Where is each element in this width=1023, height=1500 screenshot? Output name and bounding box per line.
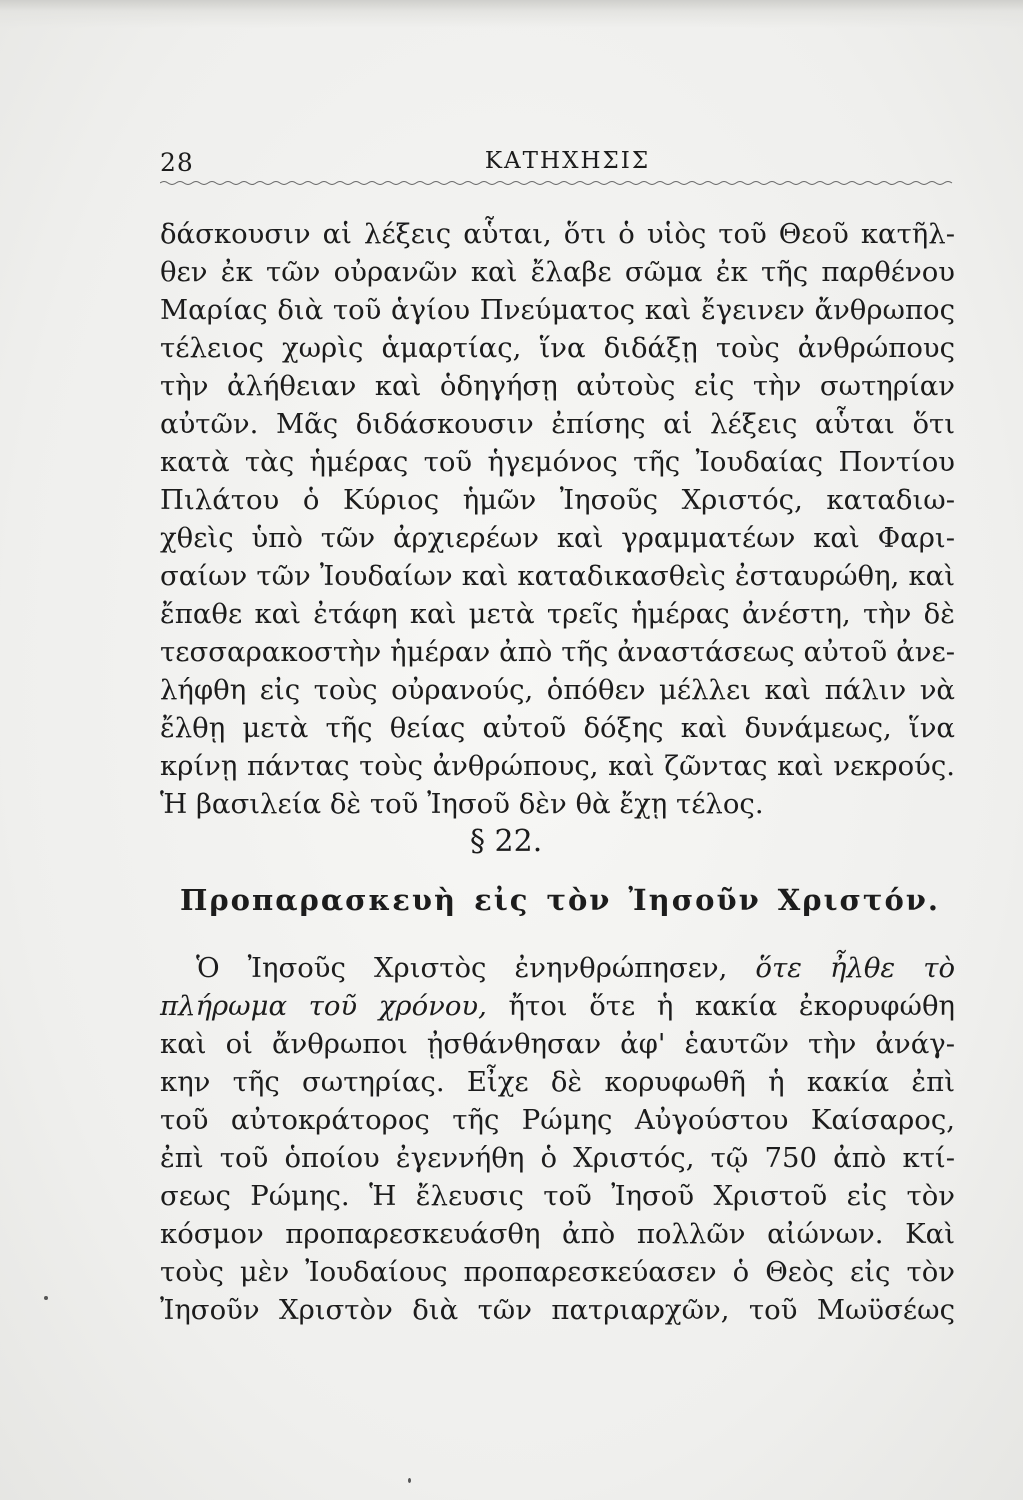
text-line: κατὰ τὰς ἡμέρας τοῦ ἡγεμόνος τῆς Ἰουδαίας Ποντίου (160, 446, 955, 478)
italic-text: πλήρωμα τοῦ χρόνου, (160, 990, 487, 1022)
text-line (196, 948, 955, 988)
text-line: τοὺς μὲν Ἰουδαίους προπαρεσκεύασεν ὁ Θεὸς εἰς τὸν (160, 1256, 955, 1288)
text-line: τὴν ἀλήθειαν καὶ ὁδηγήσῃ αὐτοὺς εἰς τὴν σωτηρίαν (160, 370, 955, 402)
text-line: Μαρίας διὰ τοῦ ἁγίου Πνεύματος καὶ ἔγεινεν ἄνθρωπος (160, 294, 955, 326)
scan-speck (44, 1296, 48, 1300)
text-line (160, 986, 955, 1026)
text-line: σαίων τῶν Ἰουδαίων καὶ καταδικασθεὶς ἐσταυρώθη, καὶ (160, 560, 955, 592)
text-line: χθεὶς ὑπὸ τῶν ἀρχιερέων καὶ γραμματέων καὶ Φαρι- (160, 522, 955, 554)
text-line: ἔπαθε καὶ ἐτάφη καὶ μετὰ τρεῖς ἡμέρας ἀνέστη, τὴν δὲ (160, 598, 955, 630)
text-line: κην τῆς σωτηρίας. Εἶχε δὲ κορυφωθῆ ἡ κακία ἐπὶ (160, 1066, 955, 1098)
page-number: 28 (160, 148, 194, 177)
text-line: καὶ οἱ ἄνθρωποι ᾐσθάνθησαν ἀφ' ἑαυτῶν τὴν ἀνάγ- (160, 1028, 955, 1060)
text-line: σεως Ρώμης. Ἡ ἔλευσις τοῦ Ἰησοῦ Χριστοῦ εἰς τὸν (160, 1180, 955, 1212)
scan-speck (408, 1478, 411, 1483)
header-rule (160, 180, 955, 186)
text-line: ἐπὶ τοῦ ὁποίου ἐγεννήθη ὁ Χριστός, τῷ 750 ἀπὸ κτί- (160, 1142, 955, 1174)
text-line: τέλειος χωρὶς ἁμαρτίας, ἵνα διδάξῃ τοὺς ἀνθρώπους (160, 332, 955, 364)
text-line: κόσμον προπαρεσκευάσθη ἀπὸ πολλῶν αἰώνων. Καὶ (160, 1218, 955, 1250)
text-line: αὐτῶν. Μᾶς διδάσκουσιν ἐπίσης αἱ λέξεις αὗται ὅτι (160, 408, 955, 440)
text-line: Πιλάτου ὁ Κύριος ἡμῶν Ἰησοῦς Χριστός, καταδιω- (160, 484, 955, 516)
text-line: κρίνῃ πάντας τοὺς ἀνθρώπους, καὶ ζῶντας καὶ νεκρούς. (160, 750, 955, 782)
italic-text: ὅτε ἦλθε τὸ (755, 952, 955, 984)
running-title: ΚΑΤΗΧΗΣΙΣ (484, 148, 651, 174)
text-line: Ἰησοῦν Χριστὸν διὰ τῶν πατριαρχῶν, τοῦ Μωϋσέως (160, 1294, 955, 1326)
text-line: λήφθη εἰς τοὺς οὐρανούς, ὁπόθεν μέλλει καὶ πάλιν νὰ (160, 674, 955, 706)
section-heading: Προπαρασκευὴ εἰς τὸν Ἰησοῦν Χριστόν. (180, 883, 940, 917)
text-line: τοῦ αὐτοκράτορος τῆς Ρώμης Αὐγούστου Καίσαρος, (160, 1104, 955, 1136)
section-number: § 22. (470, 824, 543, 859)
page-header (160, 148, 955, 182)
text-segment: ἤτοι ὅτε ἡ κακία ἐκορυφώθη (508, 990, 955, 1022)
text-segment: Ὁ Ἰησοῦς Χριστὸς ἐνηνθρώπησεν, (196, 952, 728, 984)
text-line: δάσκουσιν αἱ λέξεις αὗται, ὅτι ὁ υἱὸς τοῦ Θεοῦ κατῆλ- (160, 218, 955, 250)
text-line: Ἡ βασιλεία δὲ τοῦ Ἰησοῦ δὲν θὰ ἔχῃ τέλος. (160, 788, 764, 820)
text-line: τεσσαρακοστὴν ἡμέραν ἀπὸ τῆς ἀναστάσεως αὐτοῦ ἀνε- (160, 636, 955, 668)
text-line: θεν ἐκ τῶν οὐρανῶν καὶ ἔλαβε σῶμα ἐκ τῆς παρθένου (160, 256, 955, 288)
text-line: ἔλθῃ μετὰ τῆς θείας αὐτοῦ δόξης καὶ δυνάμεως, ἵνα (160, 712, 955, 744)
page-top-edge (0, 0, 1023, 28)
